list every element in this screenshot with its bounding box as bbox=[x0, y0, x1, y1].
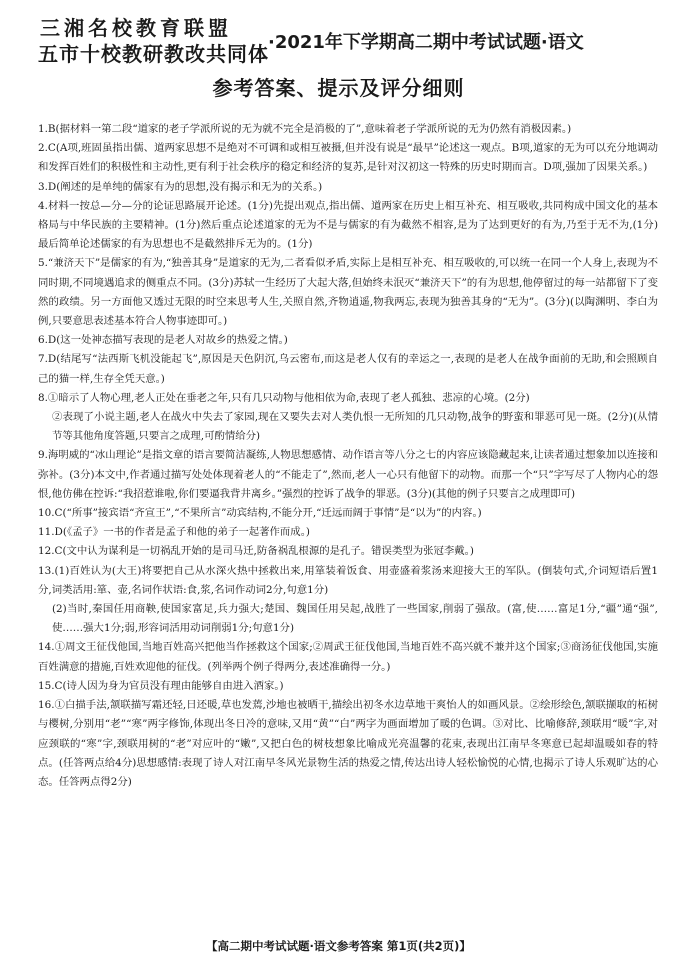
org-name-line1: 三湘名校教育联盟 bbox=[40, 16, 232, 40]
org-name-line2: 五市十校教研教改共同体 bbox=[38, 42, 269, 66]
exam-subject: ·2021年下学期高二期中考试试题·语文 bbox=[268, 32, 584, 53]
answer-8-part2: ②表现了小说主题,老人在战火中失去了家园,现在又要失去对人类仇恨一无所知的几只动物,战争的野蛮和罪恶可见一斑。(2分)(从情节等其他角度答题,只要言之成理,可酌情给分) bbox=[52, 411, 658, 443]
answer-9: 9.海明威的“冰山理论”是指文章的语言要简洁凝练,人物思想感情、动作语言等八分之七的内容应该隐藏起来,让读者通过想象加以连接和弥补。(3分)本文中,作者通过描写处处体现着老人的“不能走了”,然而,老人一心只有他留下的动物。而那一个“只”字写尽了人物内心的怨恨,他仿佛在控诉:“我招惹谁啦,你们要逼我背井离乡。”强烈的控诉了战争的罪恶。(3分)(其他的例子只要言之成理即可) bbox=[38, 449, 658, 500]
answer-1: 1.B(据材料一第二段“道家的老子学派所说的无为就不完全是消极的了”,意味着老子学派所说的无为仍然有消极因素。) bbox=[38, 123, 572, 135]
answer-8-part1: 8.①暗示了人物心理,老人正处在垂老之年,只有几只动物与他相依为命,表现了老人孤独、悲凉的心境。(2分) bbox=[38, 391, 530, 404]
answer-3: 3.D(阐述的是单纯的儒家有为的思想,没有揭示和无为的关系。) bbox=[38, 180, 323, 193]
answer-16: 16.①白描手法,颔联描写霜还轻,日还暖,草也发蔫,沙地也被晒干,描绘出初冬水边草地干爽怡人的如画风景。②绘形绘色,颔联撷取的柘树与樱树,分别用“老”“寒”两字修饰,体现出冬日冷的意味,又用“黄”“白”两字为画面增加了暖的色调。③对比、比喻修辞,颈联用“暖”字,对应颈联的“寒”字,颈联用树的“老”对应叶的“嫩”,又把白色的树枝想象比喻成光亮温馨的花束,表现出江南早冬寒意已起却温暖如春的特点。(任答两点给4分)思想感情:表现了诗人对江南早冬风光景物生活的热爱之情,传达出诗人轻松愉悦的心情,也揭示了诗人乐观旷达的心态。任答两点得2分) bbox=[38, 699, 658, 788]
answer-5: 5.“兼济天下”是儒家的有为,“独善其身”是道家的无为,二者看似矛盾,实际上是相互补充、相互吸收的,可以统一在同一个人身上,表现为不同时期,不同境遇追求的侧重点不同。(3分)苏轼一生经历了大起大落,但始终未泯灭“兼济天下”的有为思想,他停留过的每一站都留下了变然的政绩。另一方面他又透过无限的时空来思考人生,关照自然,齐物逍遥,物我两忘,表现为独善其身的“无为”。(3分)(以陶渊明、李白为例,只要意思表述基本符合人物事迹即可。) bbox=[38, 257, 658, 328]
answer-6: 6.D(这一处神态描写表现的是老人对故乡的热爱之情。) bbox=[38, 334, 288, 347]
answer-7: 7.D(结尾写“法西斯飞机没能起飞”,原因是天色阴沉,乌云密布,而这是老人仅有的幸运之一,表现的是老人在战争面前的无助,和会照顾自己的猫一样,生存全凭天意。) bbox=[38, 353, 658, 385]
answer-content bbox=[38, 120, 658, 792]
answer-11: 11.D(《孟子》一书的作者是孟子和他的弟子一起著作而成。) bbox=[38, 526, 310, 539]
answer-14: 14.①周文王征伐他国,当地百姓高兴把他当作拯救这个国家;②周武王征伐他国,当地百姓不高兴就不兼并这个国家;③商汤征伐他国,实施百姓满意的措施,百姓欢迎他的征伐。(列举两个例子得两分,表述准确得一分。) bbox=[38, 641, 658, 673]
answer-13-part2: (2)当时,秦国任用商鞅,使国家富足,兵力强大;楚国、魏国任用吴起,战胜了一些国家,削弱了强敌。(富,使……富足1分,“疆”通“强”,使……强大1分;弱,形容词活用动词削弱1分;句意1分) bbox=[52, 603, 658, 635]
answer-2: 2.C(A项,班固虽指出儒、道两家思想不是绝对不可调和或相互被摄,但并没有说是“最早”论述这一观点。B项,道家的无为可以充分地调动和发挥百姓们的积极性和主动性,更有利于社会秩序的稳定和经济的复苏,是针对汉初这一特殊的历史时期而言。D项,强加了因果关系。) bbox=[38, 142, 658, 174]
answer-10: 10.C(“所事”接宾语“齐宣王”,“不果所言”动宾结构,不能分开,“迁远而阔于事情”是“以为”的内容。) bbox=[38, 507, 482, 520]
answer-13-part1: 13.(1)百姓认为(大王)将要把自己从水深火热中拯救出来,用箪装着饭食、用壶盛着浆汤来迎接大王的军队。(倒装句式,介词短语后置1分,词类活用:箪、壶,名词作状语:食,浆,名词作动词2分,句意1分) bbox=[38, 564, 658, 596]
answer-4: 4.材料一按总—分—分的论证思路展开论述。(1分)先提出观点,指出儒、道两家在历史上相互补充、相互吸收,共同构成中国文化的基本格局与中华民族的主要精神。(1分)然后重点论述道家的无为不是与儒家的有为截然不相容,是为了达到更好的有为,乃至于无不为,(1分)最后简单论述儒家的有为思想也不是截然排斥无为的。(1分) bbox=[38, 199, 658, 251]
page-title: 参考答案、提示及评分细则 bbox=[212, 76, 465, 100]
answer-15: 15.C(诗人因为身为官员没有理由能够自由进入酒家。) bbox=[38, 679, 284, 692]
document-header bbox=[0, 0, 677, 100]
answer-12: 12.C(文中认为谋利是一切祸乱开始的是司马迁,防备祸乱根源的是孔子。错误类型为张冠李戴。) bbox=[38, 545, 474, 558]
page-footer: 【高二期中考试试题·语文参考答案 第1页(共2页)】 bbox=[206, 939, 471, 953]
